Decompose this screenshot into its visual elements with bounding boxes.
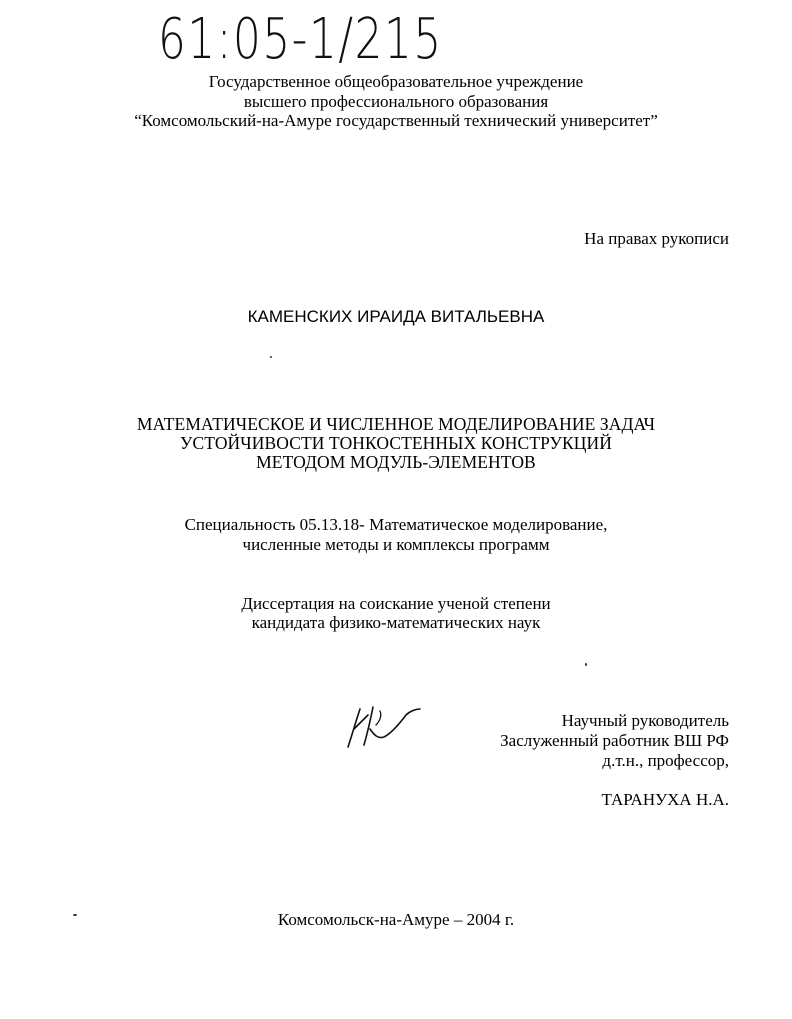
degree-line-1: Диссертация на соискание ученой степени	[241, 594, 551, 613]
handwritten-catalog-number: 61:05-1/215	[158, 7, 443, 72]
specialty-line-1: Специальность 05.13.18- Математическое моделирование,	[184, 515, 608, 534]
specialty-line-2: численные методы и комплексы программ	[242, 535, 550, 554]
supervisor-degree: д.т.н., профессор,	[602, 751, 729, 770]
scan-speck	[585, 663, 587, 666]
supervisor-role: Научный руководитель	[561, 711, 729, 730]
institution-line-2: высшего профессионального образования	[243, 92, 549, 111]
thesis-title-line-2: УСТОЙЧИВОСТИ ТОНКОСТЕННЫХ КОНСТРУКЦИЙ	[180, 433, 612, 453]
thesis-title-line-3: МЕТОДОМ МОДУЛЬ-ЭЛЕМЕНТОВ	[256, 452, 536, 472]
supervisor-honorary-title: Заслуженный работник ВШ РФ	[500, 731, 729, 750]
author-signature	[340, 695, 422, 751]
thesis-title-line-1: МАТЕМАТИЧЕСКОЕ И ЧИСЛЕННОЕ МОДЕЛИРОВАНИЕ ЗАДАЧ	[136, 414, 656, 434]
degree-line-2: кандидата физико-математических наук	[251, 613, 541, 632]
supervisor-name: ТАРАНУХА Н.А.	[601, 790, 729, 809]
place-and-year: Комсомольск-на-Амуре – 2004 г.	[277, 910, 515, 929]
scan-speck	[270, 356, 272, 358]
institution-line-3: “Комсомольский-на-Амуре государственный технический университет”	[134, 111, 658, 130]
institution-line-1: Государственное общеобразовательное учреждение	[208, 72, 584, 91]
author-name: КАМЕНСКИХ ИРАИДА ВИТАЛЬЕВНА	[247, 307, 545, 326]
manuscript-rights-note: На правах рукописи	[584, 229, 729, 248]
